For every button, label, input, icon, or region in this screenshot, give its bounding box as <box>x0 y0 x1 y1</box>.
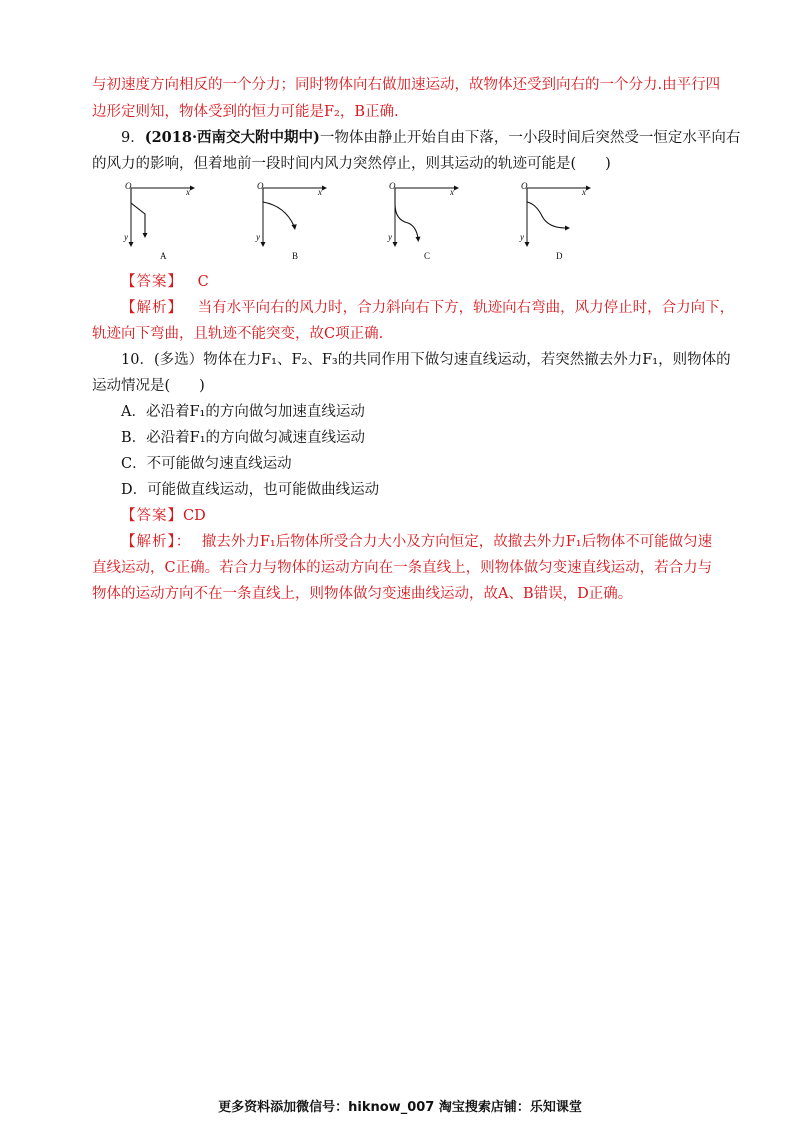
diagram-option-c <box>382 180 462 264</box>
question-10-line-1 <box>121 349 741 371</box>
answer-tag: 【答案】 <box>121 508 183 524</box>
question-10-analysis-line-2: 直线运动，C正确。若合力与物体的运动方向在一条直线上，则物体做匀变速直线运动，若合力与 <box>92 560 713 576</box>
question-9-answer <box>121 271 741 293</box>
y-axis-label: y <box>388 232 392 242</box>
question-9-source: (2018·西南交大附中期中) <box>144 129 320 146</box>
question-9-line-1 <box>121 127 741 149</box>
x-axis-label: x <box>450 187 454 197</box>
question-10-option-b: B．必沿着F₁的方向做匀减速直线运动 <box>121 430 366 446</box>
question-9-number: 9． <box>121 130 145 146</box>
analysis-text: 当有水平向右的风力时，合力斜向右下方，轨迹向右弯曲，风力停止时，合力向下， <box>197 300 735 316</box>
x-axis-label: x <box>186 187 190 197</box>
x-axis-label: x <box>318 187 322 197</box>
y-axis-label: y <box>256 232 260 242</box>
question-10-option-d: D．可能做直线运动，也可能做曲线运动 <box>121 482 380 498</box>
origin-label: O <box>521 181 528 191</box>
diagram-option-b <box>250 180 330 264</box>
origin-label: O <box>389 181 396 191</box>
diagram-option-a <box>118 180 198 264</box>
question-9-text-2: 的风力的影响，但着地前一段时间内风力突然停止，则其运动的轨迹可能是( ) <box>92 156 611 172</box>
option-c-caption: C <box>424 251 431 261</box>
question-10-number: 10． <box>121 352 154 368</box>
origin-label: O <box>257 181 264 191</box>
question-9-analysis-line-2: 轨迹向下弯曲，且轨迹不能突变，故C项正确. <box>92 326 384 342</box>
y-axis-label: y <box>124 232 128 242</box>
question-10-text-2: 运动情况是( ) <box>92 378 205 394</box>
carryover-line-2: 边形定则知，物体受到的恒力可能是F₂，B正确. <box>92 104 399 120</box>
question-10-option-c: C．不可能做匀速直线运动 <box>121 456 292 472</box>
question-9-analysis-line-1 <box>121 297 741 319</box>
question-9-diagrams <box>118 180 598 264</box>
analysis-tag: 【解析】： <box>121 534 192 550</box>
question-10-option-a: A．必沿着F₁的方向做匀加速直线运动 <box>121 404 365 420</box>
question-10-text-1: (多选）物体在力F₁、F₂、F₃的共同作用下做匀速直线运动，若突然撤去外力F₁，则物体的 <box>153 352 731 368</box>
analysis-tag: 【解析】 <box>121 300 183 316</box>
analysis-text: 撤去外力F₁后物体所受合力大小及方向恒定，故撤去外力F₁后物体不可能做匀速 <box>201 534 713 550</box>
option-a-caption: A <box>160 251 167 261</box>
x-axis-label: x <box>582 187 586 197</box>
carryover-line-1: 与初速度方向相反的一个分力；同时物体向右做加速运动，故物体还受到向右的一个分力.由平行四 <box>92 77 721 93</box>
page-footer: 更多资料添加微信号：hiknow_007 淘宝搜索店铺：乐知课堂 <box>218 1100 582 1115</box>
answer-value: CD <box>183 508 206 524</box>
question-10-analysis-line-1 <box>121 531 741 553</box>
question-10-answer <box>121 505 741 527</box>
option-b-caption: B <box>292 251 299 261</box>
question-9-text-1: 一物体由静止开始自由下落，一小段时间后突然受一恒定水平向右 <box>319 130 741 146</box>
origin-label: O <box>125 181 132 191</box>
option-d-caption: D <box>556 251 563 261</box>
answer-value: C <box>197 274 209 290</box>
question-10-analysis-line-3: 物体的运动方向不在一条直线上，则物体做匀变速曲线运动，故A、B错误，D正确。 <box>92 586 633 602</box>
y-axis-label: y <box>520 232 524 242</box>
answer-tag: 【答案】 <box>121 274 183 290</box>
diagram-option-d <box>514 180 594 264</box>
